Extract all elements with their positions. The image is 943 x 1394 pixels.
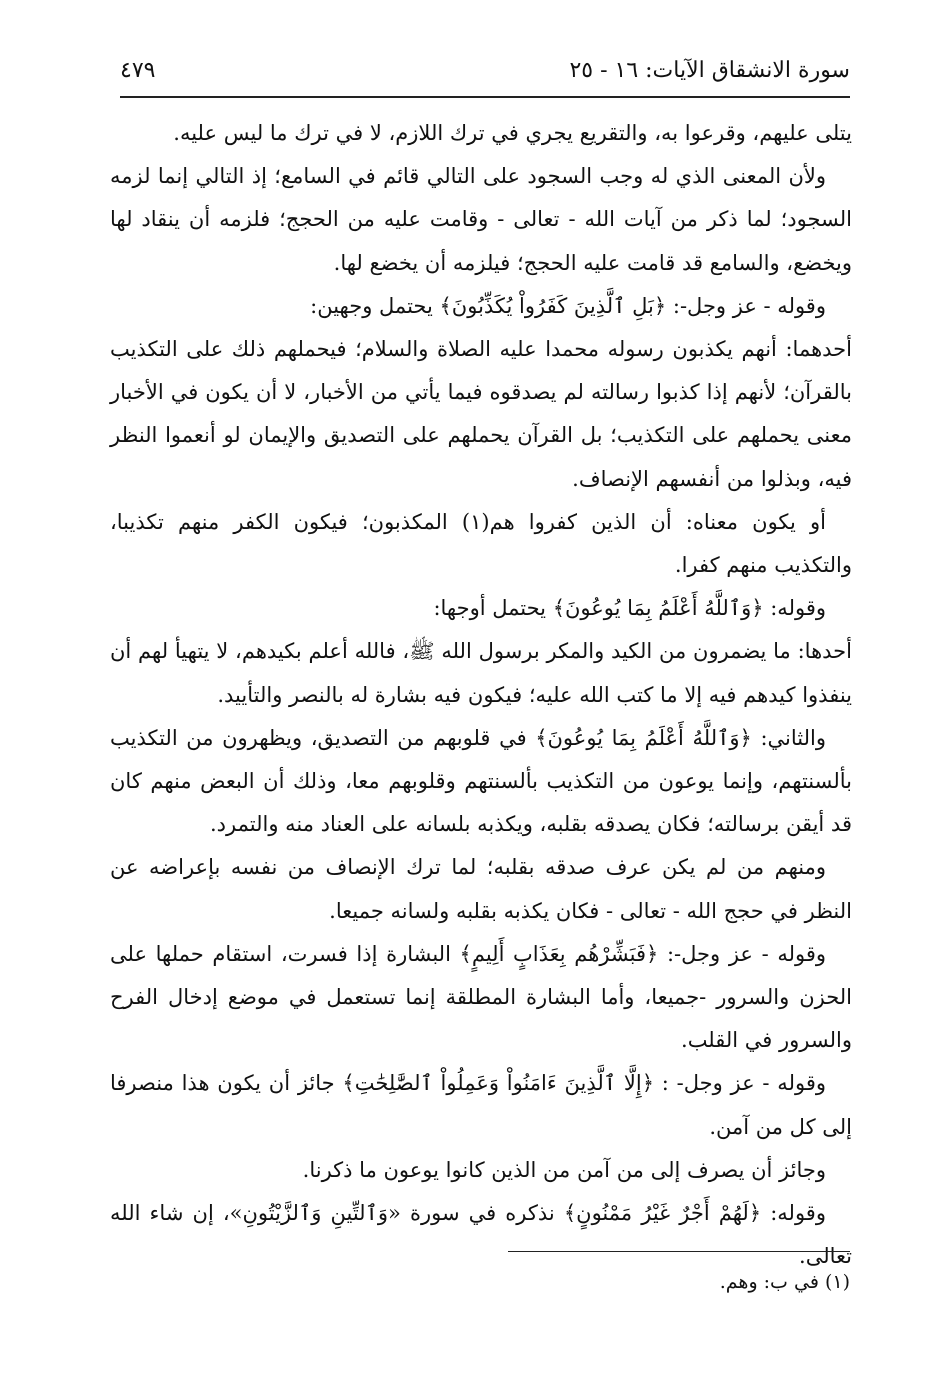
header-rule: [120, 96, 850, 98]
footnote-rule: [508, 1251, 850, 1252]
paragraph: وقوله - عز وجل-: ﴿فَبَشِّرْهُم بِعَذَابٍ أَلِيمٍ﴾ البشارة إذا فسرت، استقام حملها على الحزن والسرور -جميعا، وأما البشارة المطلقة إنما تستعمل في موضع إدخال الفرح والسرور في القلب.: [110, 941, 852, 1053]
paragraph: ولأن المعنى الذي له وجب السجود على التالي قائم في السامع؛ إذ التالي إنما لزمه السجود؛ لما ذكر من آيات الله - تعالى - وقامت عليه من الحجج؛ فلزمه أن ينقاد لها ويخضع، والسامع قد قامت عليه الحجج؛ فيلزمه أن يخضع لها.: [110, 164, 852, 275]
paragraph: أحدهما: أنهم يكذبون رسوله محمدا عليه الصلاة والسلام؛ فيحملهم ذلك على التكذيب بالقرآن؛ لأنهم إذا كذبوا رسالته لم يصدقوه فيما يأتي من الأخبار، لا أن يكون في الأخبار معنى يحملهم على التكذيب؛ بل القرآن يحملهم على التصديق والإيمان لو أنعموا النظر فيه، وبذلوا من أنفسهم الإنصاف.: [110, 337, 852, 491]
paragraph: وقوله - عز وجل- : ﴿إِلَّا ٱلَّذِينَ ءَامَنُواْ وَعَمِلُواْ ٱلصَّٰلِحَٰتِ﴾ جائز أن يكون هذا منصرفا إلى كل من آمن.: [110, 1071, 852, 1139]
paragraph: وقوله - عز وجل-: ﴿بَلِ ٱلَّذِينَ كَفَرُواْ يُكَذِّبُونَ﴾ يحتمل وجهين:: [310, 293, 826, 318]
running-title: سورة الانشقاق الآيات: ١٦ - ٢٥: [569, 58, 850, 83]
paragraph: وقوله: ﴿وَٱللَّهُ أَعْلَمُ بِمَا يُوعُونَ﴾ يحتمل أوجها:: [433, 596, 826, 621]
paragraph: وقوله: ﴿لَهُمْ أَجْرٌ غَيْرُ مَمْنُونٍ﴾ نذكره في سورة «وَٱلتِّينِ وَٱلزَّيْتُونِ»، إن شاء الله تعالى.: [110, 1201, 852, 1269]
main-text: [110, 112, 852, 1278]
paragraph: وجائز أن يصرف إلى من آمن من الذين كانوا يوعون ما ذكرنا.: [302, 1157, 826, 1182]
page-header: [120, 52, 850, 96]
paragraph: ومنهم من لم يكن عرف صدقه بقلبه؛ لما ترك الإنصاف من نفسه بإعراضه عن النظر في حجج الله - تعالى - فكان يكذبه بقلبه ولسانه جميعا.: [110, 855, 852, 923]
footnote: (١) في ب: وهم.: [719, 1271, 850, 1293]
paragraph: يتلى عليهم، وقرعوا به، والتقريع يجري في ترك اللازم، لا في ترك ما ليس عليه.: [173, 121, 852, 145]
paragraph: والثاني: ﴿وَٱللَّهُ أَعْلَمُ بِمَا يُوعُونَ﴾ في قلوبهم من التصديق، ويظهرون من التكذيب بألسنتهم، وإنما يوعون من التكذيب بألسنتهم وقلوبهم معا، وذلك أن البعض منهم كان قد أيقن برسالته؛ فكان يصدقه بقلبه، ويكذبه بلسانه على العناد منه والتمرد.: [110, 725, 852, 837]
page-number: ٤٧٩: [120, 58, 156, 83]
paragraph: أو يكون معناه: أن الذين كفروا هم(١) المكذبون؛ فيكون الكفر منهم تكذيبا، والتكذيب منهم كفرا.: [110, 509, 852, 578]
paragraph: أحدها: ما يضمرون من الكيد والمكر برسول الله ﷺ، فالله أعلم بكيدهم، لا يتهيأ لهم أن ينفذوا كيدهم فيه إلا ما كتب الله عليه؛ فيكون فيه بشارة له بالنصر والتأييد.: [110, 639, 852, 707]
